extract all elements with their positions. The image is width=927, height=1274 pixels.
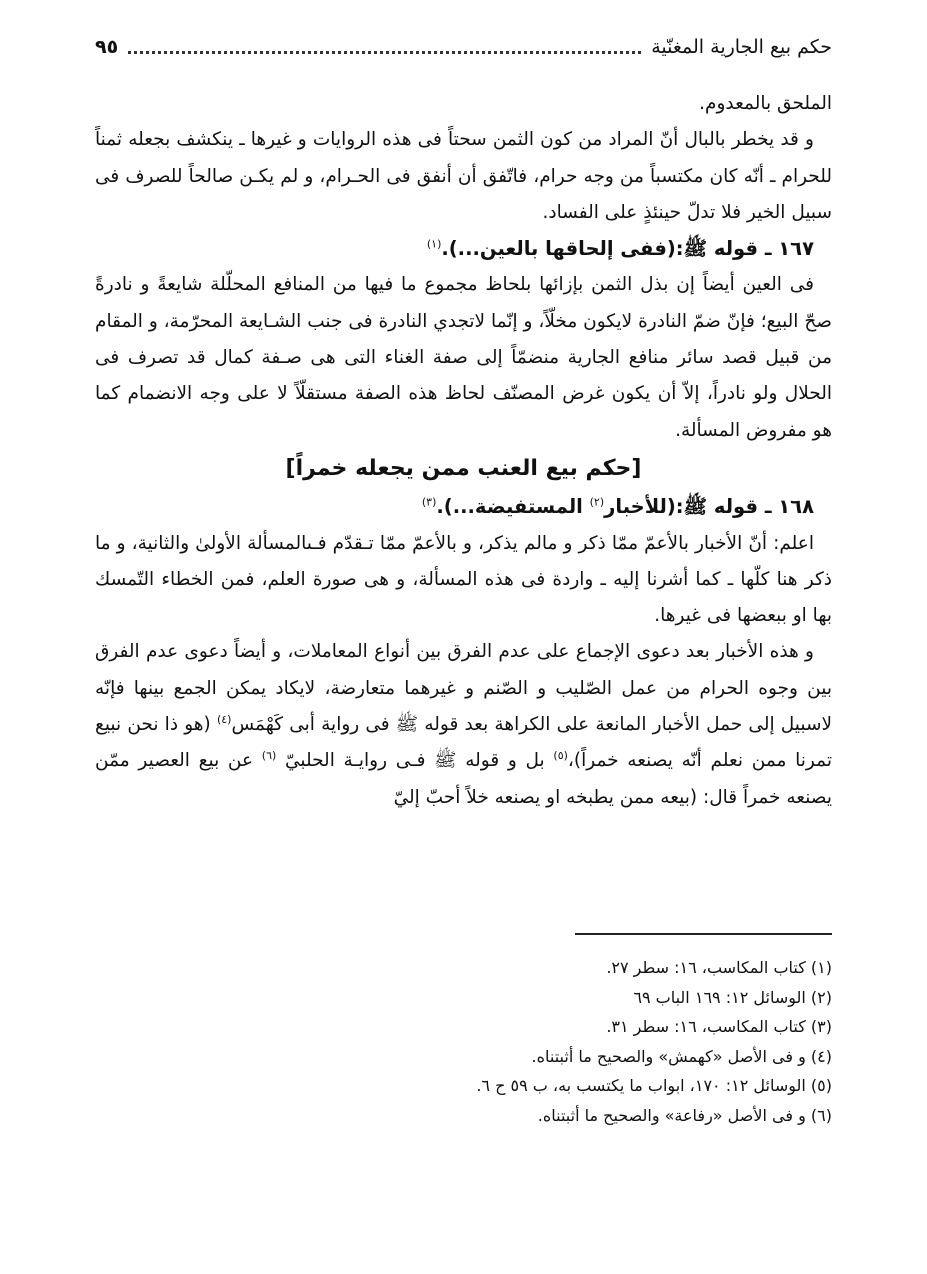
dotted-leader xyxy=(128,51,641,54)
page-number: ٩٥ xyxy=(95,36,119,58)
footnote-separator xyxy=(575,933,832,935)
footnote-ref: (٦) xyxy=(261,749,277,763)
footnote: (٢) الوسائل ١٢: ١٦٩ الباب ٦٩ xyxy=(633,987,832,1007)
footnote-ref: (١) xyxy=(426,237,442,251)
footnote: (٤) و فى الأصل «كهمش» والصحيح ما أثبتناه. xyxy=(531,1046,832,1066)
footnotes xyxy=(95,953,832,1130)
footnote: (٥) الوسائل ١٢: ١٧٠، ابواب ما يكتسب به، ب ٥٩ ح ٦. xyxy=(476,1076,832,1095)
section-title: [حكم بيع العنب ممن يجعله خمراً] xyxy=(285,455,642,481)
paragraph-continuation: الملحق بالمعدوم. xyxy=(699,93,832,114)
running-header xyxy=(95,30,832,64)
commentary-heading-167 xyxy=(95,231,832,267)
running-header-title: حكم بيع الجارية المغنّية xyxy=(651,36,832,58)
heading-text: ١٦٨ ـ قوله ﷺ:(للأخبار xyxy=(604,495,814,519)
heading-text: ١٦٧ ـ قوله ﷺ:(ففى إلحاقها بالعين...). xyxy=(441,237,814,261)
heading-text: المستفيضة...). xyxy=(436,495,590,519)
paragraph-text: (هو ذا نحن نبيع تمرنا ممن نعلم أنّه يصنعه خمراً)، xyxy=(95,714,832,772)
footnote-ref: (٤) xyxy=(216,712,232,726)
footnote-ref: (٥) xyxy=(553,749,568,763)
footnote: (٦) و فى الأصل «رفاعة» والصحيح ما أثبتناه. xyxy=(537,1105,832,1125)
paragraph: فى العين أيضاً إن بذل الثمن بإزائها بلحاظ مجموع ما فيها من المنافع المحلّلة شايعةً و نادرةً صحّ البيع؛ فإنّ ضمّ النادرة لايكون مخلّاً، و إنّما لاتجدي النادرة فى جنب الشـايعة المحرّمة، و المقام من قبيل قصد سائر منافع الجارية منضمّاً إلى صفة الغناء التى هى صـفة كمال قد تصرف فى الحلال ولو نادراً، إلاّ أن يكون غرض المصنّف لحاظ هذه الصفة مستقلّاً لا على وجه الانضمام كما هو مفروض المسألة. xyxy=(95,274,832,441)
paragraph xyxy=(95,634,832,815)
paragraph: و قد يخطر بالبال أنّ المراد من كون الثمن سحتاً فى هذه الروايات و غيرها ـ ينكشف بجعله ثمناً للحرام ـ أنّه كان مكتسباً من وجه حرام، فاتّفق أن أنفق فى الحـرام، و لم يكـن صالحاً للصرف فى سبيل الخير فلا تدلّ حينئذٍ على الفساد. xyxy=(95,129,832,223)
footnote-ref: (٢) xyxy=(589,495,605,509)
footnote: (٣) كتاب المكاسب، ١٦: سطر ٣١. xyxy=(606,1017,832,1036)
footnote: (١) كتاب المكاسب، ١٦: سطر ٢٧. xyxy=(606,958,832,977)
paragraph: اعلم: أنّ الأخبار بالأعمّ ممّا ذكر و مالم يذكر، و بالأعمّ ممّا تـقدّم فـىالمسألة الأولىٰ والثانية، و ما ذكر هنا كلّها ـ كما أشرنا إليه ـ واردة فى هذه المسألة، و هى صورة العلم، فمن الخطاء التّمسك بها او ببعضها فى غيرها. xyxy=(95,532,832,627)
commentary-heading-168 xyxy=(95,489,832,525)
footnote-ref: (٣) xyxy=(421,495,437,509)
paragraph-text: بل و قوله ﷺ فـى روايـة الحلبيّ xyxy=(276,750,554,772)
paragraph-text: و هذه الأخبار بعد دعوى الإجماع على عدم الفرق بين أنواع المعاملات، و أيضاً دعوى عدم الفرق بين وجوه الحرام من عمل الصّليب و الصّنم و غيرهما متعارضة، لايكاد يمكن الجمع بينها فإنّه لاسبيل إلى حمل الأخبار المانعة على الكراهة بعد قوله ﷺ فى رواية أبى كَهْمَس xyxy=(95,641,832,736)
paragraph-text: عن بيع العصير ممّن يصنعه خمراً قال: (بيعه ممن يطبخه او يصنعه خلاً أحبّ إليّ xyxy=(95,750,832,808)
main-text xyxy=(95,86,832,816)
